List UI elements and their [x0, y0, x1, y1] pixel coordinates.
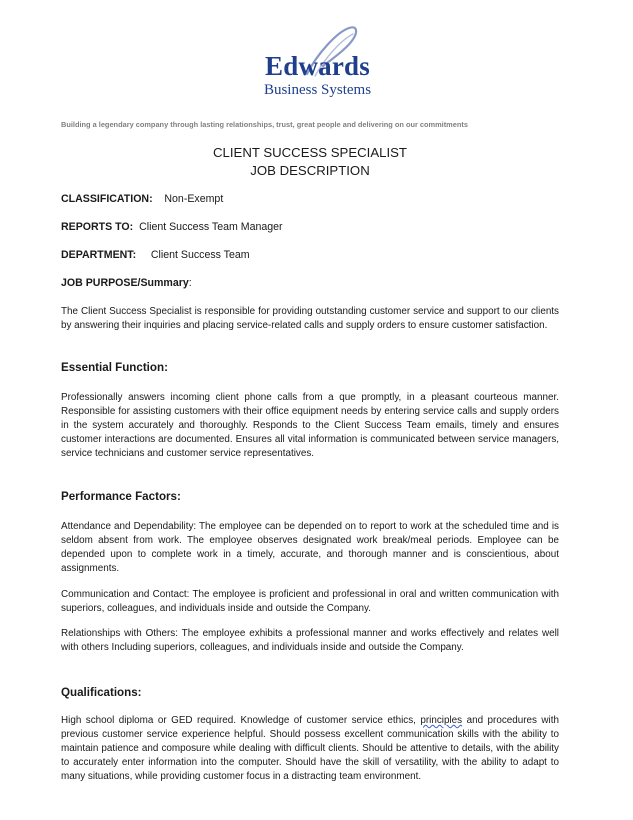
document-title: CLIENT SUCCESS SPECIALIST: [213, 145, 407, 160]
relationships-paragraph: Relationships with Others: The employee exhibits a professional manner and works effectively and relates well with others Including superiors, colleagues, and individuals inside and outside the Company.: [61, 628, 559, 653]
classification-row: [61, 193, 223, 205]
attendance-paragraph: Attendance and Dependability: The employee can be depended on to report to work at the scheduled time and is seldom absent from work. The employee observes designated work break/meal periods. Employee can be depended upon to complete work in a timely, accurate, and thorough manner and is conscientious, about assignments.: [61, 521, 559, 574]
logo-subtitle: Business Systems: [263, 82, 372, 98]
essential-function-heading: Essential Function:: [61, 361, 168, 374]
document-subtitle: JOB DESCRIPTION: [250, 163, 370, 178]
essential-function-paragraph: Professionally answers incoming client phone calls from a que promptly, in a pleasant courteous manner. Responsible for assisting customers with their office equipment needs by entering service calls and supply orders in the system accurately and thoroughly. Responds to the Client Success Team emails, timely and ensures customer interactions are documented. Ensures all vital information is communicated between service managers, service technicians and customer service representatives.: [61, 392, 559, 459]
qualifications-paragraph: [61, 714, 559, 784]
summary-paragraph: The Client Success Specialist is responsible for providing outstanding customer service and support to our clients by answering their inquiries and placing service-related calls and supply orders to ensure customer satisfaction.: [61, 306, 559, 331]
job-purpose-label: JOB PURPOSE/Summary: [61, 277, 189, 289]
qualifications-text-start: High school diploma or GED required. Knowledge of customer service ethics,: [61, 715, 421, 726]
reports-to-label: REPORTS TO:: [61, 221, 134, 233]
company-tagline: Building a legendary company through lasting relationships, trust, great people and delivering on our commitments: [61, 120, 468, 129]
job-purpose-colon: :: [188, 277, 192, 289]
communication-paragraph: Communication and Contact: The employee is proficient and professional in oral and written communication with superiors, colleagues, and individuals inside and outside the Company.: [61, 589, 559, 614]
reports-to-row: [61, 221, 283, 233]
company-logo: [245, 14, 390, 96]
spellcheck-flagged-word: principles: [420, 715, 463, 726]
qualifications-heading: Qualifications:: [61, 686, 142, 699]
department-value: Client Success Team: [150, 249, 250, 261]
classification-value: Non-Exempt: [164, 193, 224, 205]
performance-factors-heading: Performance Factors:: [61, 490, 181, 503]
qualifications-text-end: and procedures with previous customer service experience helpful. Should possess excellent communication skills with the ability to maintain patience and composure while dealing with difficult clients. Should be attentive to details, with the ability to accurately enter information into the computer. Should have the skill of versatility, with the ability to adapt to many situations, while providing customer focus in a distracting team environment.: [61, 715, 559, 782]
logo-name: Edwards: [265, 51, 370, 81]
reports-to-value: Client Success Team Manager: [139, 221, 283, 233]
job-purpose-row: [61, 277, 192, 289]
classification-label: CLASSIFICATION:: [61, 193, 153, 205]
department-row: [61, 249, 250, 261]
department-label: DEPARTMENT:: [61, 249, 137, 261]
